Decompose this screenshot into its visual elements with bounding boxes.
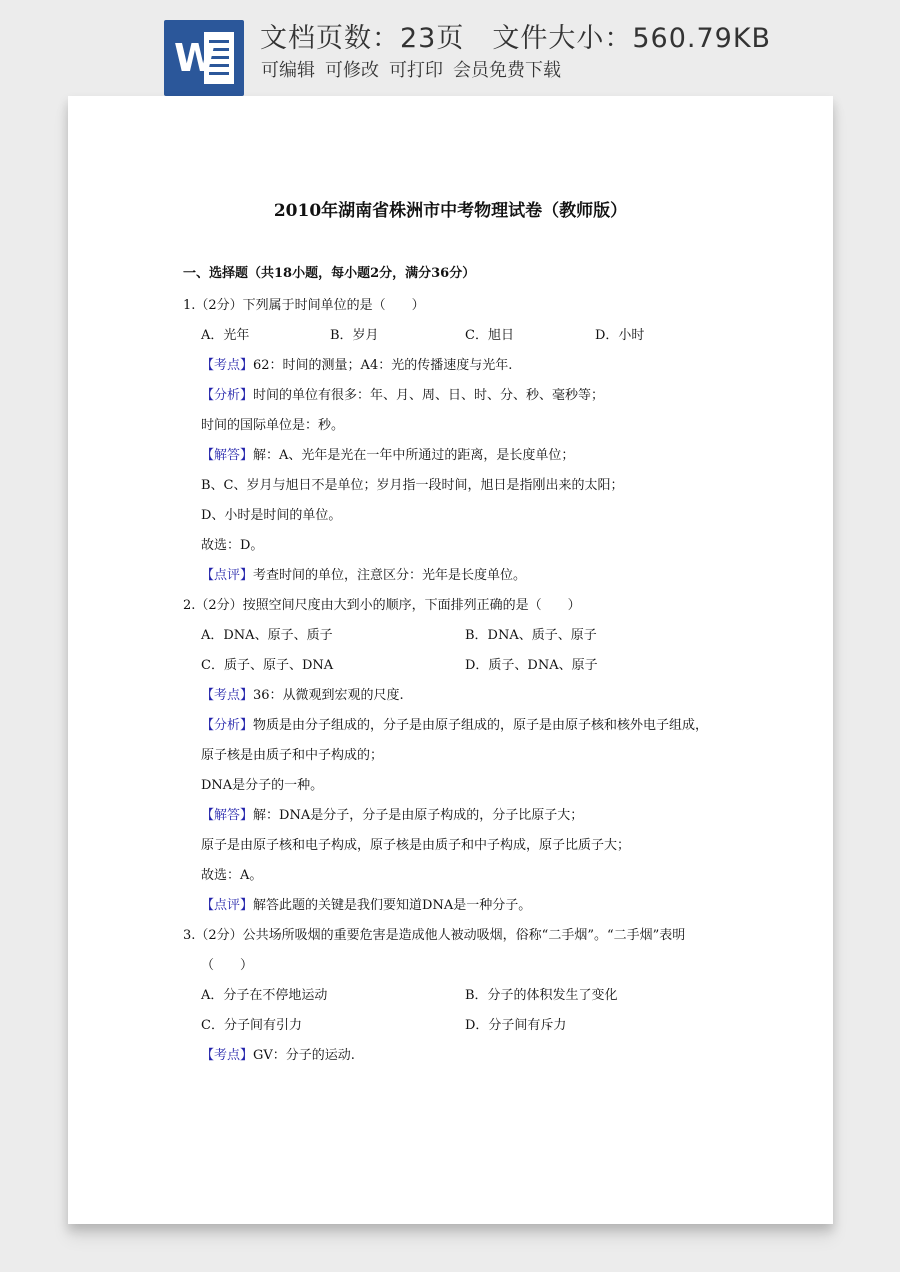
question-3-option-d: D．分子间有斥力	[465, 1018, 567, 1033]
question-1-jieda-line: B、C、岁月与旭日不是单位；岁月指一段时间，旭日是指刚出来的太阳；	[201, 478, 624, 493]
question-1-option-a: A．光年	[201, 328, 250, 343]
question-1-option-c: C．旭日	[465, 328, 514, 343]
document-page	[68, 96, 833, 1224]
question-2-stem: 2.（2分）按照空间尺度由大到小的顺序，下面排列正确的是（ ）	[183, 598, 581, 613]
question-2-fenxi-line: DNA是分子的一种。	[201, 778, 324, 793]
page-count: 文档页数：23页	[260, 23, 465, 54]
feature-editable: 可编辑	[261, 60, 315, 81]
question-1-dianping: 【点评】考查时间的单位，注意区分：光年是长度单位。	[201, 568, 527, 583]
question-2-option-a: A．DNA、原子、质子	[201, 628, 333, 643]
question-1-option-d: D．小时	[595, 328, 645, 343]
download-banner	[0, 0, 900, 96]
question-3-option-a: A．分子在不停地运动	[201, 988, 328, 1003]
question-3-kaodian: 【考点】GV：分子的运动.	[201, 1048, 355, 1063]
question-3-option-b: B．分子的体积发生了变化	[465, 988, 618, 1003]
file-size: 文件大小：560.79KB	[492, 23, 772, 54]
feature-list	[261, 56, 571, 82]
question-2-jieda-line: 原子是由原子核和电子构成，原子核是由质子和中子构成，原子比质子大；	[201, 838, 631, 853]
question-1-fenxi-line: 时间的国际单位是：秒。	[201, 418, 345, 433]
question-2-dianping: 【点评】解答此题的关键是我们要知道DNA是一种分子。	[201, 898, 532, 913]
question-3-stem-cont: （ ）	[201, 958, 254, 973]
feature-printable: 可打印	[389, 60, 443, 81]
question-1-fenxi: 【分析】时间的单位有很多：年、月、周、日、时、分、秒、毫秒等；	[201, 388, 605, 403]
question-1-answer: 故选：D。	[201, 538, 264, 553]
file-stats	[260, 16, 771, 55]
question-3-option-c: C．分子间有引力	[201, 1018, 302, 1033]
question-2-option-b: B．DNA、质子、原子	[465, 628, 597, 643]
question-2-answer: 故选：A。	[201, 868, 263, 883]
question-1-kaodian: 【考点】62：时间的测量；A4：光的传播速度与光年.	[201, 358, 513, 373]
question-1-jieda-line: D、小时是时间的单位。	[201, 508, 342, 523]
feature-free-download: 会员免费下载	[453, 60, 561, 81]
question-2-option-d: D．质子、DNA、原子	[465, 658, 598, 673]
word-document-icon: W	[164, 20, 244, 96]
section-heading: 一、选择题（共18小题，每小题2分，满分36分）	[183, 266, 476, 281]
question-1-jieda: 【解答】解：A、光年是光在一年中所通过的距离，是长度单位；	[201, 448, 575, 463]
question-1-option-b: B．岁月	[330, 328, 379, 343]
feature-modifiable: 可修改	[325, 60, 379, 81]
question-3-stem: 3.（2分）公共场所吸烟的重要危害是造成他人被动吸烟，俗称“二手烟”。“二手烟”表明	[183, 928, 686, 943]
question-2-fenxi-line: 原子核是由质子和中子构成的；	[201, 748, 384, 763]
question-2-kaodian: 【考点】36：从微观到宏观的尺度.	[201, 688, 404, 703]
question-2-fenxi: 【分析】物质是由分子组成的，分子是由原子组成的，原子是由原子核和核外电子组成，	[201, 718, 709, 733]
question-2-jieda: 【解答】解：DNA是分子，分子是由原子构成的，分子比原子大；	[201, 808, 584, 823]
document-title: 2010年湖南省株洲市中考物理试卷（教师版）	[273, 201, 628, 221]
question-2-option-c: C．质子、原子、DNA	[201, 658, 334, 673]
question-1-stem: 1.（2分）下列属于时间单位的是（ ）	[183, 298, 425, 313]
